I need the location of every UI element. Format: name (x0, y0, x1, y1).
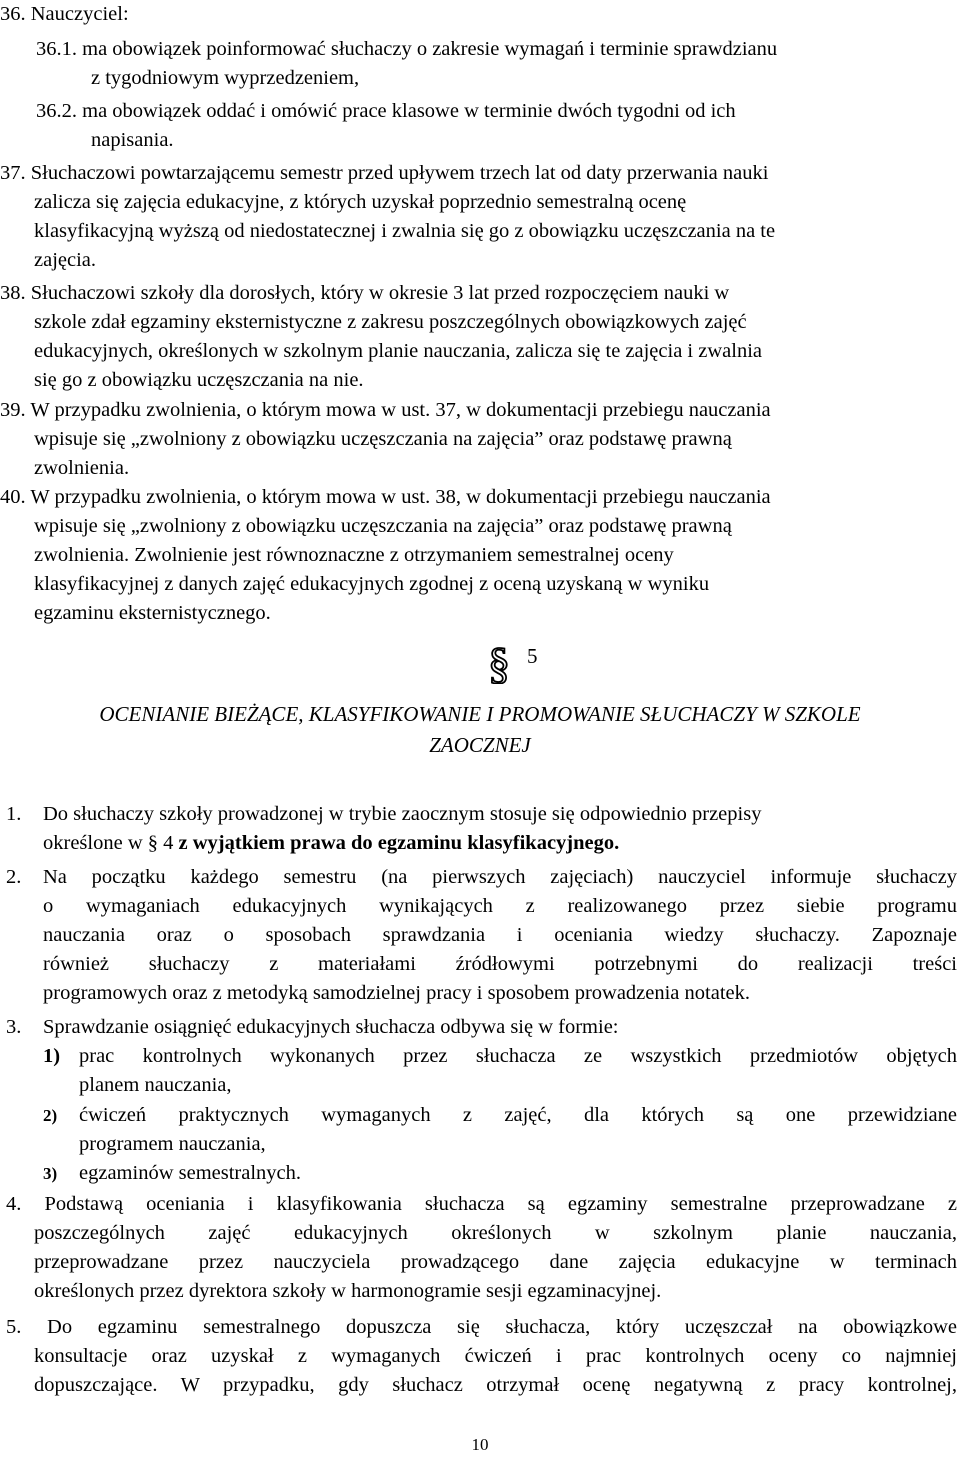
section-40-line: zwolnienia. Zwolnienie jest równoznaczne z otrzymaniem semestralnej oceny (34, 544, 674, 566)
item-2-number: 2. (6, 866, 22, 888)
item-2-line: o wymaganiach edukacyjnych wynikających z realizowanego przez siebie programu (43, 895, 957, 917)
item-3-sub-2-number: 2) (43, 1106, 58, 1125)
item-1-text: określone w (43, 832, 148, 854)
item-4-line: określonych przez dyrektora szkoły w harmonogramie sesji egzaminacyjnej. (34, 1280, 662, 1302)
paragraph-number: 5 (527, 644, 538, 668)
item-3-sub-2-line: programem nauczania, (79, 1133, 266, 1155)
item-1-number: 1. (6, 803, 22, 825)
item-3-sub-2-line: ćwiczeń praktycznych wymaganych z zajęć, dla których są one przewidziane (79, 1104, 957, 1126)
item-4-line: przeprowadzane przez nauczyciela prowadzącego dane zajęcia edukacyjne w terminach (34, 1251, 957, 1273)
page-number: 10 (471, 1435, 489, 1454)
section-40-line: egzaminu eksternistycznego. (34, 602, 271, 624)
section-sign-icon (482, 640, 516, 684)
item-5-line: 5. Do egzaminu semestralnego dopuszcza się słuchacza, który uczęszczał na obowiązkowe (6, 1316, 957, 1338)
item-4-line: 4. Podstawą oceniania i klasyfikowania słuchacza są egzaminy semestralne przeprowadzane z (6, 1193, 957, 1215)
item-3-sub-1-line: planem nauczania, (79, 1074, 232, 1096)
item-3-line: Sprawdzanie osiągnięć edukacyjnych słuchacza odbywa się w formie: (43, 1016, 619, 1038)
item-5-line: dopuszczające. W przypadku, gdy słuchacz otrzymał ocenę negatywną z pracy kontrolnej, (34, 1374, 957, 1396)
item-1-bold-text: z wyjątkiem prawa do egzaminu klasyfikacyjnego. (178, 832, 620, 854)
section-36-heading: 36. Nauczyciel: (0, 3, 129, 25)
section-sign: § (147, 832, 159, 854)
section-38-line: 38. Słuchaczowi szkoły dla dorosłych, który w okresie 3 lat przed rozpoczęciem nauki w (0, 282, 730, 304)
chapter-title-line: OCENIANIE BIEŻĄCE, KLASYFIKOWANIE I PROMOWANIE SŁUCHACZY W SZKOLE (99, 702, 861, 726)
section-37-line: klasyfikacyjną wyższą od niedostatecznej i zwalnia się go z obowiązku uczęszczania na te (34, 220, 776, 242)
section-38-line: się go z obowiązku uczęszczania na nie. (34, 369, 364, 391)
item-1-line: Do słuchaczy szkoły prowadzonej w trybie zaocznym stosuje się odpowiednio przepisy (43, 803, 762, 825)
section-37-line: zalicza się zajęcia edukacyjne, z których uzyskał poprzednio semestralną ocenę (34, 191, 687, 213)
item-4-line: poszczególnych zajęć edukacyjnych określonych w szkolnym planie nauczania, (34, 1222, 957, 1244)
item-3-sub-1-line: prac kontrolnych wykonanych przez słuchacza ze wszystkich przedmiotów objętych (79, 1045, 957, 1067)
section-37-line: 37. Słuchaczowi powtarzającemu semestr przed upływem trzech lat od daty przerwania nauki (0, 162, 769, 184)
section-36-1-line: z tygodniowym wyprzedzeniem, (91, 67, 360, 89)
section-39-line: 39. W przypadku zwolnienia, o którym mowa w ust. 37, w dokumentacji przebiegu nauczania (0, 399, 771, 421)
item-2-line: również słuchaczy z materiałami źródłowymi potrzebnymi do realizacji treści (43, 953, 957, 975)
item-1-line (43, 829, 619, 859)
section-37-line: zajęcia. (34, 249, 97, 271)
item-1-text: 4 (158, 832, 179, 854)
section-38-line: szkole zdał egzaminy eksternistyczne z zakresu poszczególnych obowiązkowych zajęć (34, 311, 747, 333)
section-36-1-line: 36.1. ma obowiązek poinformować słuchaczy o zakresie wymagań i terminie sprawdzianu (36, 38, 778, 60)
item-3-number: 3. (6, 1016, 22, 1038)
section-36-2-line: 36.2. ma obowiązek oddać i omówić prace klasowe w terminie dwóch tygodni od ich (36, 100, 736, 122)
section-36-2-line: napisania. (91, 129, 174, 151)
item-2-line: Na początku każdego semestru (na pierwszych zajęciach) nauczyciel informuje słuchaczy (43, 866, 957, 888)
section-39-line: zwolnienia. (34, 457, 130, 479)
item-2-line: nauczania oraz o sposobach sprawdzania i oceniania wiedzy słuchaczy. Zapoznaje (43, 924, 957, 946)
item-2-line: programowych oraz z metodyką samodzielnej pracy i sposobem prowadzenia notatek. (43, 982, 750, 1004)
section-40-line: klasyfikacyjnej z danych zajęć edukacyjnych zgodnej z oceną uzyskaną w wyniku (34, 573, 710, 595)
section-40-line: 40. W przypadku zwolnienia, o którym mowa w ust. 38, w dokumentacji przebiegu nauczania (0, 486, 771, 508)
item-5-line: konsultacje oraz uzyskał z wymaganych ćwiczeń i prac kontrolnych oceny co najmniej (34, 1345, 957, 1367)
section-39-line: wpisuje się „zwolniony z obowiązku uczęszczania na zajęcia” oraz podstawę prawną (34, 428, 732, 450)
item-3-sub-1-number: 1) (43, 1045, 61, 1067)
section-38-line: edukacyjnych, określonych w szkolnym planie nauczania, zalicza się te zajęcia i zwalnia (34, 340, 762, 362)
svg-text:§: § (488, 640, 510, 684)
item-3-sub-3-line: egzaminów semestralnych. (79, 1162, 302, 1184)
chapter-title-line: ZAOCZNEJ (429, 733, 531, 757)
item-3-sub-3-number: 3) (43, 1164, 58, 1183)
section-40-line: wpisuje się „zwolniony z obowiązku uczęszczania na zajęcia” oraz podstawę prawną (34, 515, 732, 537)
